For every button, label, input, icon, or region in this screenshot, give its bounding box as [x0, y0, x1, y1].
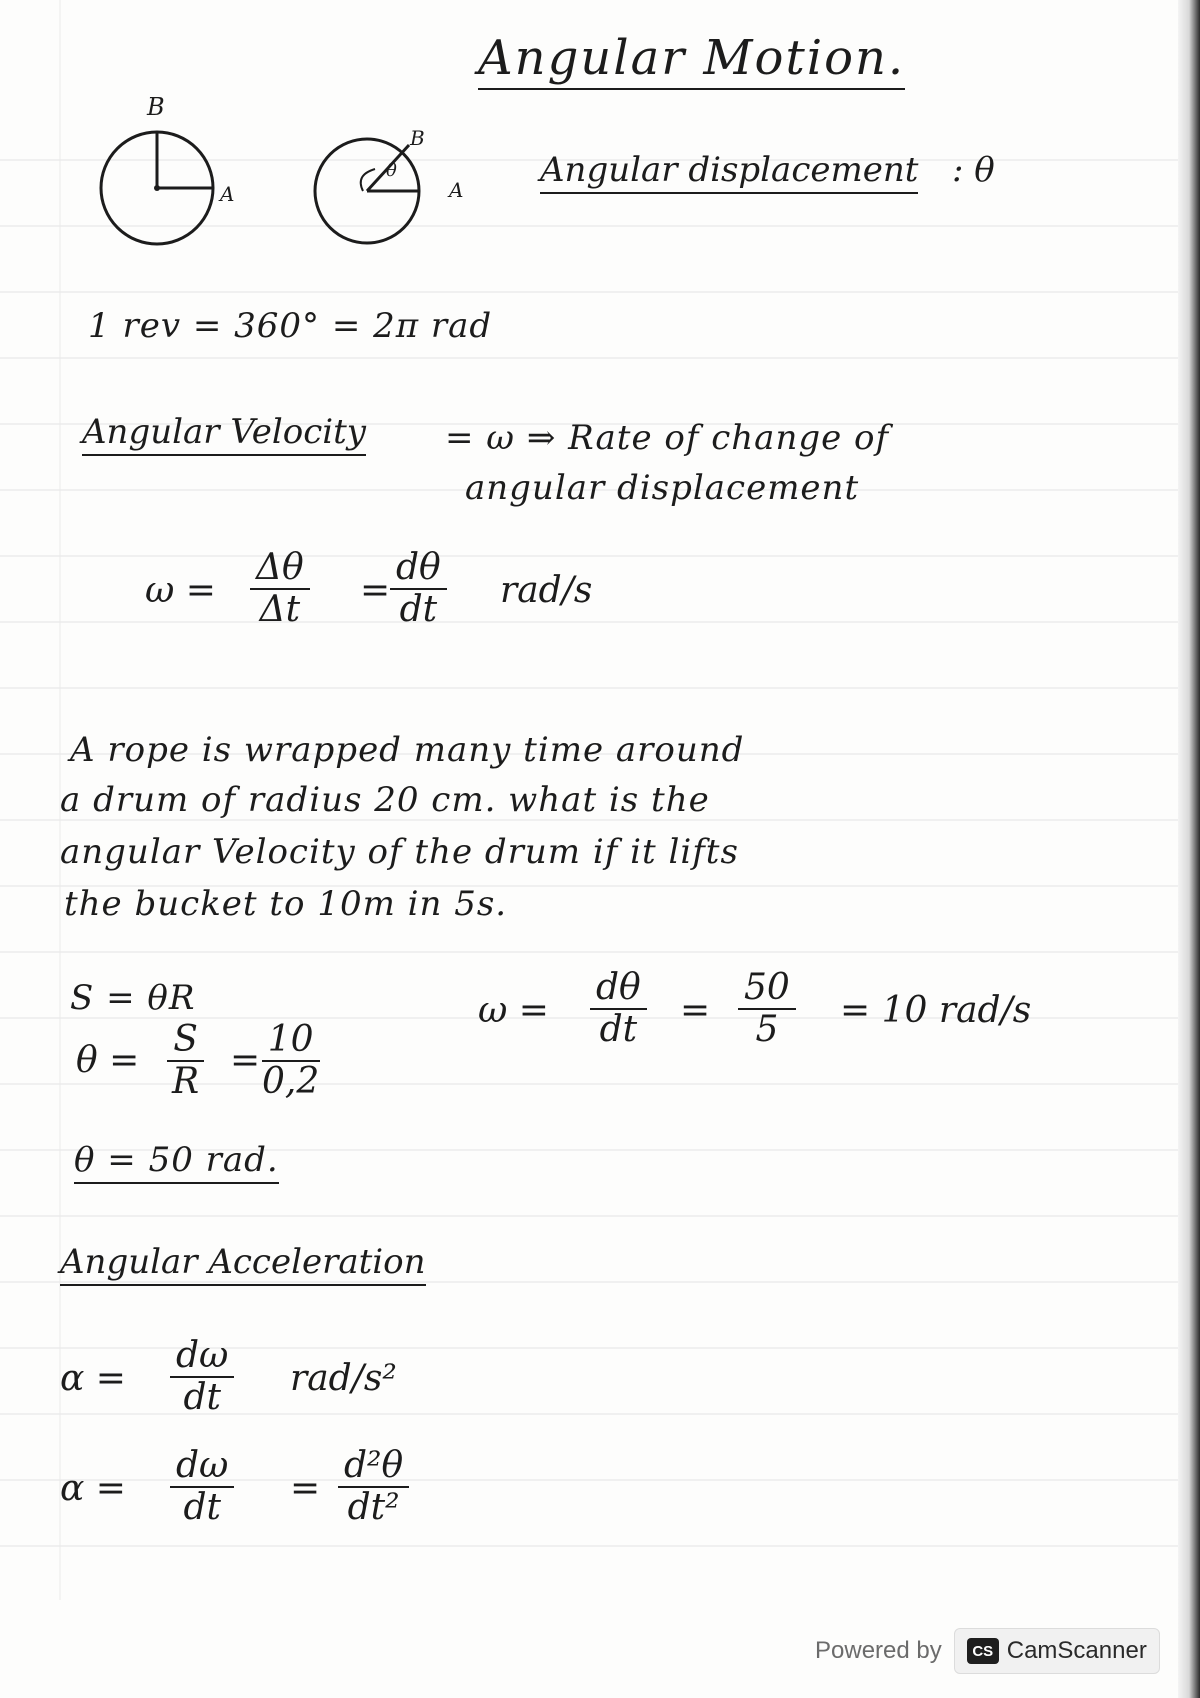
acceleration-unit: rad/s²: [290, 1358, 397, 1399]
d-t: dt: [399, 588, 438, 630]
velocity-equals: =: [360, 570, 391, 611]
ten-over-r-fraction: [256, 1020, 325, 1101]
second-derivative-fraction: [338, 1446, 409, 1527]
final-answer: = 10 rad/s: [840, 990, 1032, 1031]
page-title: Angular Motion.: [478, 30, 905, 90]
d2-theta: d²θ: [338, 1446, 409, 1488]
velocity-heading: Angular Velocity: [82, 412, 366, 456]
acceleration-heading: Angular Acceleration: [60, 1242, 426, 1286]
velocity-definition-line1: = ω ⇒ Rate of change of: [445, 418, 890, 458]
velocity-unit: rad/s: [500, 570, 593, 611]
camscanner-icon: CS: [967, 1638, 999, 1664]
velocity-definition-line2: angular displacement: [465, 468, 860, 508]
solution-equals-2: =: [680, 990, 711, 1031]
circle-diagram-1: [95, 100, 245, 260]
dw-dt-fraction-2: [170, 1446, 234, 1527]
acceleration-equals: =: [290, 1468, 321, 1509]
s-numerator: S: [167, 1020, 204, 1062]
displacement-heading: Angular displacement: [540, 150, 918, 194]
revolution-equation: 1 rev = 360° = 2π rad: [88, 306, 493, 346]
camscanner-logo-box: [954, 1628, 1160, 1674]
s-over-r-fraction: [166, 1020, 205, 1101]
circle2-label-a: A: [449, 178, 464, 202]
five-denominator: 5: [755, 1008, 779, 1050]
dw-dt-fraction-1: [170, 1336, 234, 1417]
delta-fraction: [250, 548, 310, 629]
dt-squared: dt²: [347, 1486, 400, 1528]
solution-equals: =: [230, 1040, 261, 1081]
problem-line-1: A rope is wrapped many time around: [70, 730, 745, 770]
theta-result: θ = 50 rad.: [74, 1140, 279, 1184]
dtheta-dt-fraction: [590, 968, 647, 1049]
problem-line-4: the bucket to 10m in 5s.: [64, 884, 508, 924]
circle2-label-b: B: [410, 126, 425, 150]
omega-lhs-2: ω =: [478, 990, 549, 1031]
omega-lhs: ω =: [145, 570, 216, 611]
r-denominator: R: [172, 1060, 200, 1102]
fifty-numerator: 50: [738, 968, 796, 1010]
camscanner-brand: CamScanner: [1006, 1637, 1147, 1664]
derivative-fraction: [390, 548, 447, 629]
powered-by-text: Powered by: [815, 1637, 942, 1664]
arc-length-formula: S = θR: [70, 978, 196, 1018]
alpha-lhs-1: α =: [60, 1358, 126, 1399]
d-t-2: dt: [599, 1008, 638, 1050]
alpha-lhs-2: α =: [60, 1468, 126, 1509]
d-omega-2: dω: [170, 1446, 234, 1488]
delta-theta: Δθ: [250, 548, 310, 590]
d-t-4: dt: [183, 1486, 221, 1528]
circle-diagram-2: [305, 125, 455, 265]
ten-numerator: 10: [262, 1020, 320, 1062]
theta-lhs: θ =: [76, 1040, 140, 1081]
circle1-label-a: A: [220, 182, 235, 206]
d-theta: dθ: [390, 548, 447, 590]
camscanner-badge: [815, 1628, 1160, 1674]
d-t-3: dt: [183, 1376, 221, 1418]
problem-line-2: a drum of radius 20 cm. what is the: [60, 780, 710, 820]
circle2-angle-label: θ: [386, 160, 397, 181]
delta-t: Δt: [259, 588, 301, 630]
d-theta-2: dθ: [590, 968, 647, 1010]
circle1-label-b: B: [147, 93, 165, 121]
notebook-binding: [1178, 0, 1200, 1698]
radius-value: 0,2: [262, 1060, 320, 1102]
fifty-over-five-fraction: [738, 968, 796, 1049]
displacement-symbol: : θ: [952, 150, 995, 190]
d-omega-1: dω: [170, 1336, 234, 1378]
problem-line-3: angular Velocity of the drum if it lifts: [60, 832, 739, 872]
